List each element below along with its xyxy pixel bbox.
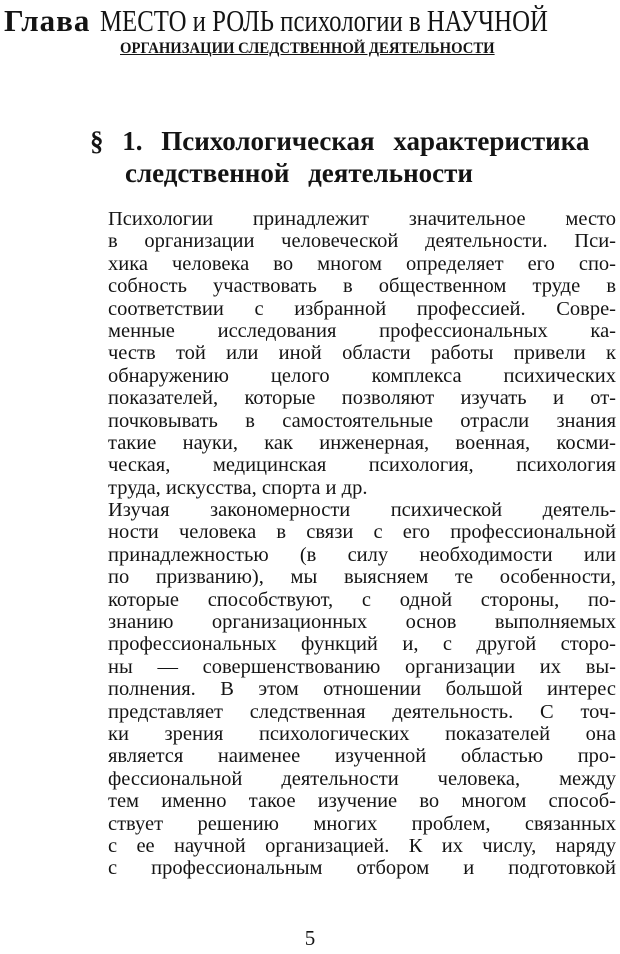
text-line: знанию организационных основ выполняемых	[108, 611, 616, 634]
chapter-header	[4, 3, 616, 57]
text-line: является наименее изученной областью про-	[108, 745, 616, 768]
page-number: 5	[304, 926, 316, 950]
chapter-title-text-1: МЕСТО и РОЛЬ психологии в НАУЧНОЙ	[100, 3, 549, 38]
text-line: почковывать в самостоятельные отрасли знания	[108, 409, 616, 432]
section-heading	[90, 125, 620, 189]
text-line: профессиональных функций и, с другой сторо-	[108, 633, 616, 656]
text-line: фессиональной деятельности человека, между	[108, 767, 616, 790]
text-line: честв той или иной области работы привели к	[108, 342, 616, 365]
text-line: ны — совершенствованию организации их вы-	[108, 655, 616, 678]
section-number: § 1.	[90, 126, 143, 156]
text-line: труда, искусства, спорта и др.	[108, 476, 368, 499]
text-line: Изучая закономерности психической деятель-	[108, 499, 616, 522]
text-line: ности человека в связи с его профессиональной	[108, 521, 616, 544]
section-title-2: следственной деятельности	[125, 158, 473, 188]
text-line: Психологии принадлежит значительное место	[108, 208, 616, 230]
chapter-label: Глава	[4, 3, 91, 38]
text-line: хика человека во многом определяет его спо-	[108, 252, 616, 275]
text-line: собность участвовать в общественном труде в	[108, 275, 616, 298]
text-line: которые способствуют, с одной стороны, по-	[108, 588, 616, 611]
text-line: с ее научной организацией. К их числу, наряду	[108, 834, 616, 857]
chapter-title-line-1	[4, 4, 616, 38]
text-line: такие науки, как инженерная, военная, косми-	[108, 431, 616, 454]
text-line: с профессиональным отбором и подготовкой	[108, 857, 616, 880]
text-line: показателей, которые позволяют изучать и от-	[108, 387, 616, 410]
body-text	[108, 208, 616, 880]
text-line: тем именно такое изучение во многом способ-	[108, 790, 616, 813]
text-line: в организации человеческой деятельности. Пси-	[108, 230, 616, 253]
text-line: представляет следственная деятельность. С точ-	[108, 700, 616, 723]
text-line: ческая, медицинская психология, психология	[108, 454, 616, 477]
text-line: принадлежностью (в силу необходимости или	[108, 543, 616, 566]
section-heading-line-1	[90, 125, 620, 157]
text-line: менные исследования профессиональных ка-	[108, 319, 616, 342]
text-line: ствует решению многих проблем, связанных	[108, 812, 616, 835]
text-line: полнения. В этом отношении большой интерес	[108, 678, 616, 701]
text-line: обнаружению целого комплекса психических	[108, 364, 616, 387]
text-line: ки зрения психологических показателей она	[108, 722, 616, 745]
chapter-title-line-2: ОРГАНИЗАЦИИ СЛЕДСТВЕННОЙ ДЕЯТЕЛЬНОСТИ	[120, 40, 495, 57]
section-title-1: Психологическая характеристика	[161, 126, 590, 156]
text-line: соответствии с избранной профессией. Совре-	[108, 297, 616, 320]
text-line: по призванию), мы выясняем те особенности,	[108, 566, 616, 589]
